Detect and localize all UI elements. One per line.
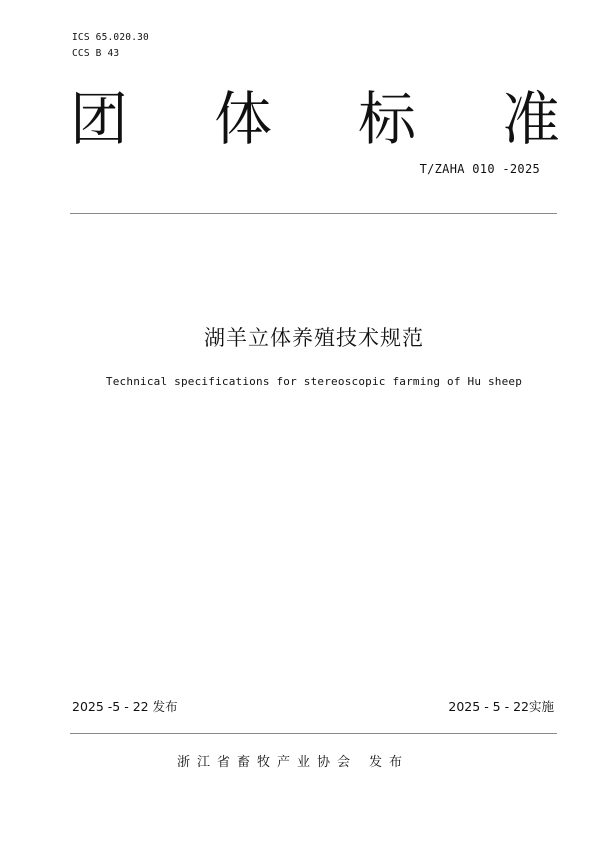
standard-type-char: 团 [70,85,129,153]
publisher-organization: 浙江省畜牧产业协会 [177,755,358,770]
ccs-code: CCS B 43 [72,48,120,59]
bottom-divider [70,733,557,734]
top-divider [70,213,557,214]
standard-number: T/ZAHA 010 -2025 [419,162,540,176]
standard-type-char: 准 [501,85,560,153]
standard-type-char: 标 [357,85,416,153]
standard-type-char: 体 [213,85,272,153]
implementation-date: 2025 - 5 - 22实施 [448,699,554,714]
standard-type-heading [70,84,560,154]
publisher-line [177,751,409,770]
publisher-action: 发布 [369,755,410,770]
issue-date: 2025 -5 - 22 发布 [72,699,178,714]
ics-code: ICS 65.020.30 [72,32,149,43]
title-english: Technical specifications for stereoscopic farming of Hu sheep [105,375,523,388]
classification-codes [72,30,149,62]
title-chinese: 湖羊立体养殖技术规范 [204,326,424,350]
